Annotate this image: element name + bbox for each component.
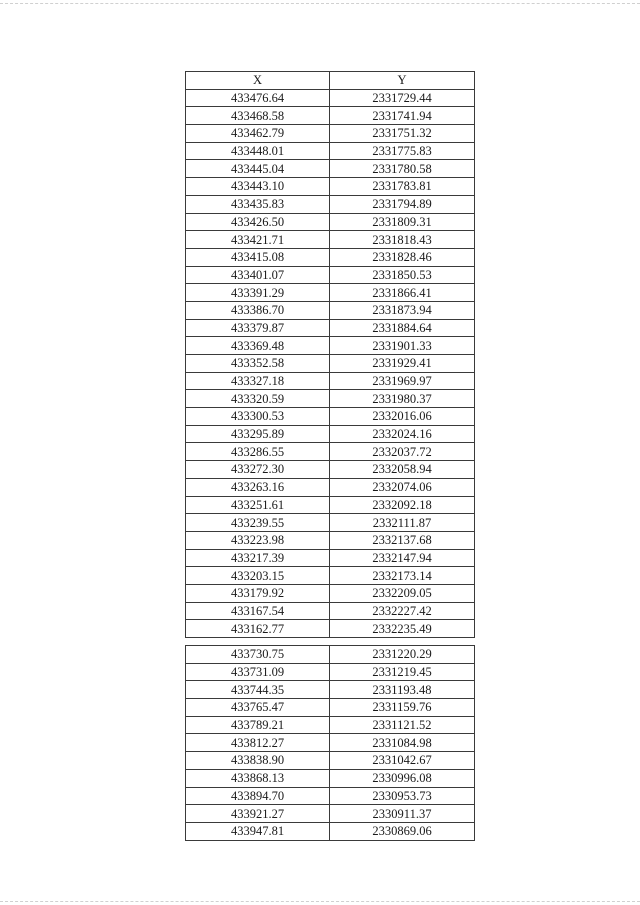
y-value-cell: 2331729.44 [330, 89, 475, 107]
table-row [186, 266, 475, 284]
table-row [186, 549, 475, 567]
x-value-cell: 433295.89 [186, 425, 330, 443]
x-value-cell: 433765.47 [186, 699, 330, 717]
y-value-cell: 2332092.18 [330, 496, 475, 514]
table-row [186, 142, 475, 160]
y-value-cell: 2331980.37 [330, 390, 475, 408]
y-value-cell: 2331901.33 [330, 337, 475, 355]
x-value-cell: 433462.79 [186, 125, 330, 143]
table-row [186, 716, 475, 734]
y-value-cell: 2330869.06 [330, 822, 475, 840]
y-value-cell: 2331084.98 [330, 734, 475, 752]
x-value-cell: 433838.90 [186, 752, 330, 770]
x-value-cell: 433730.75 [186, 646, 330, 664]
x-value-cell: 433789.21 [186, 716, 330, 734]
y-value-cell: 2331809.31 [330, 213, 475, 231]
x-value-cell: 433947.81 [186, 822, 330, 840]
table-row [186, 107, 475, 125]
y-value-cell: 2331873.94 [330, 301, 475, 319]
table-row [186, 805, 475, 823]
y-value-cell: 2332016.06 [330, 408, 475, 426]
y-value-cell: 2332227.42 [330, 602, 475, 620]
x-value-cell: 433239.55 [186, 514, 330, 532]
table-row [186, 646, 475, 664]
y-value-cell: 2332147.94 [330, 549, 475, 567]
y-value-cell: 2331751.32 [330, 125, 475, 143]
y-value-cell: 2332074.06 [330, 478, 475, 496]
table-row [186, 89, 475, 107]
y-value-cell: 2331783.81 [330, 178, 475, 196]
table-row [186, 461, 475, 479]
table-row [186, 769, 475, 787]
y-value-cell: 2331775.83 [330, 142, 475, 160]
table-1-body [186, 89, 475, 637]
x-value-cell: 433352.58 [186, 355, 330, 373]
x-value-cell: 433263.16 [186, 478, 330, 496]
x-value-cell: 433744.35 [186, 681, 330, 699]
table-row [186, 752, 475, 770]
x-value-cell: 433468.58 [186, 107, 330, 125]
x-value-cell: 433731.09 [186, 663, 330, 681]
table-row [186, 337, 475, 355]
y-value-cell: 2331969.97 [330, 372, 475, 390]
x-value-cell: 433391.29 [186, 284, 330, 302]
x-value-cell: 433162.77 [186, 620, 330, 638]
y-value-cell: 2331741.94 [330, 107, 475, 125]
x-value-cell: 433251.61 [186, 496, 330, 514]
y-value-cell: 2331780.58 [330, 160, 475, 178]
x-value-cell: 433369.48 [186, 337, 330, 355]
table-row [186, 408, 475, 426]
header-x: X [186, 72, 330, 90]
table-header-row [186, 72, 475, 90]
table-row [186, 663, 475, 681]
y-value-cell: 2331121.52 [330, 716, 475, 734]
x-value-cell: 433421.71 [186, 231, 330, 249]
y-value-cell: 2331850.53 [330, 266, 475, 284]
table-row [186, 372, 475, 390]
x-value-cell: 433286.55 [186, 443, 330, 461]
table-row [186, 178, 475, 196]
x-value-cell: 433435.83 [186, 195, 330, 213]
x-value-cell: 433327.18 [186, 372, 330, 390]
y-value-cell: 2331159.76 [330, 699, 475, 717]
y-value-cell: 2331219.45 [330, 663, 475, 681]
x-value-cell: 433921.27 [186, 805, 330, 823]
y-value-cell: 2331193.48 [330, 681, 475, 699]
x-value-cell: 433386.70 [186, 301, 330, 319]
x-value-cell: 433300.53 [186, 408, 330, 426]
x-value-cell: 433217.39 [186, 549, 330, 567]
x-value-cell: 433379.87 [186, 319, 330, 337]
table-row [186, 125, 475, 143]
table-row [186, 699, 475, 717]
x-value-cell: 433223.98 [186, 531, 330, 549]
x-value-cell: 433415.08 [186, 248, 330, 266]
y-value-cell: 2331884.64 [330, 319, 475, 337]
page-bottom-edge [0, 901, 640, 902]
y-value-cell: 2332209.05 [330, 584, 475, 602]
y-value-cell: 2331042.67 [330, 752, 475, 770]
x-value-cell: 433179.92 [186, 584, 330, 602]
table-row [186, 584, 475, 602]
table-row [186, 734, 475, 752]
coordinate-table-2 [185, 645, 475, 841]
table-row [186, 248, 475, 266]
x-value-cell: 433443.10 [186, 178, 330, 196]
header-y: Y [330, 72, 475, 90]
x-value-cell: 433320.59 [186, 390, 330, 408]
y-value-cell: 2332024.16 [330, 425, 475, 443]
table-row [186, 681, 475, 699]
y-value-cell: 2332235.49 [330, 620, 475, 638]
y-value-cell: 2332111.87 [330, 514, 475, 532]
table-row [186, 425, 475, 443]
y-value-cell: 2332058.94 [330, 461, 475, 479]
y-value-cell: 2331828.46 [330, 248, 475, 266]
table-row [186, 620, 475, 638]
x-value-cell: 433894.70 [186, 787, 330, 805]
table-row [186, 531, 475, 549]
y-value-cell: 2330911.37 [330, 805, 475, 823]
y-value-cell: 2331794.89 [330, 195, 475, 213]
page-top-edge [0, 3, 640, 4]
table-row [186, 319, 475, 337]
x-value-cell: 433272.30 [186, 461, 330, 479]
table-row [186, 443, 475, 461]
y-value-cell: 2331866.41 [330, 284, 475, 302]
x-value-cell: 433448.01 [186, 142, 330, 160]
x-value-cell: 433868.13 [186, 769, 330, 787]
y-value-cell: 2330996.08 [330, 769, 475, 787]
table-row [186, 478, 475, 496]
y-value-cell: 2330953.73 [330, 787, 475, 805]
y-value-cell: 2331220.29 [330, 646, 475, 664]
table-row [186, 355, 475, 373]
coordinate-table-1 [185, 71, 475, 638]
table-row [186, 567, 475, 585]
table-row [186, 787, 475, 805]
table-row [186, 284, 475, 302]
x-value-cell: 433203.15 [186, 567, 330, 585]
table-row [186, 231, 475, 249]
y-value-cell: 2331929.41 [330, 355, 475, 373]
table-2-body [186, 646, 475, 841]
x-value-cell: 433401.07 [186, 266, 330, 284]
x-value-cell: 433167.54 [186, 602, 330, 620]
table-row [186, 213, 475, 231]
x-value-cell: 433476.64 [186, 89, 330, 107]
y-value-cell: 2332137.68 [330, 531, 475, 549]
table-row [186, 301, 475, 319]
table-row [186, 496, 475, 514]
table-row [186, 390, 475, 408]
table-row [186, 822, 475, 840]
x-value-cell: 433812.27 [186, 734, 330, 752]
y-value-cell: 2332037.72 [330, 443, 475, 461]
table-row [186, 514, 475, 532]
x-value-cell: 433426.50 [186, 213, 330, 231]
table-row [186, 602, 475, 620]
y-value-cell: 2332173.14 [330, 567, 475, 585]
table-row [186, 195, 475, 213]
y-value-cell: 2331818.43 [330, 231, 475, 249]
table-row [186, 160, 475, 178]
x-value-cell: 433445.04 [186, 160, 330, 178]
